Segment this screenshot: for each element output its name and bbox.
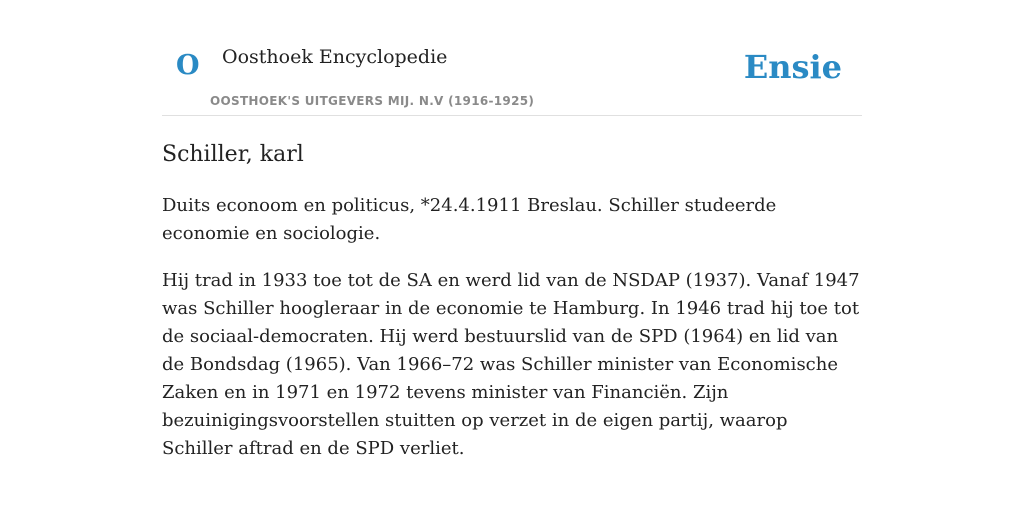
logo-icon[interactable]: O [176,50,200,81]
brand-logo[interactable]: Ensie [743,48,842,86]
page [162,0,862,463]
entry-paragraph: Duits econoom en politicus, *24.4.1911 Breslau. Schiller studeerde economie en sociologie. [162,194,777,244]
site-title[interactable]: Oosthoek Encyclopedie [222,46,448,68]
entry-paragraph: Hij trad in 1933 toe tot de SA en werd lid van de NSDAP (1937). Vanaf 1947 was Schiller hoogleraar in de economie te Hamburg. In 1946 trad hij toe tot de sociaal-democraten. Hij werd bestuurslid van de SPD (1964) en lid van de Bondsdag (1965). Van 1966–72 was Schiller minister van Economische Zaken en in 1971 en 1972 tevens minister van Financiën. Zijn bezuinigingsvoorstellen stuitten op verzet in de eigen partij, waarop Schiller aftrad en de SPD verliet. [162,269,860,459]
entry-title: Schiller, karl [162,142,304,167]
publisher-label: OOSTHOEK'S UITGEVERS MIJ. N.V (1916-1925) [210,94,535,108]
site-header [162,0,862,116]
